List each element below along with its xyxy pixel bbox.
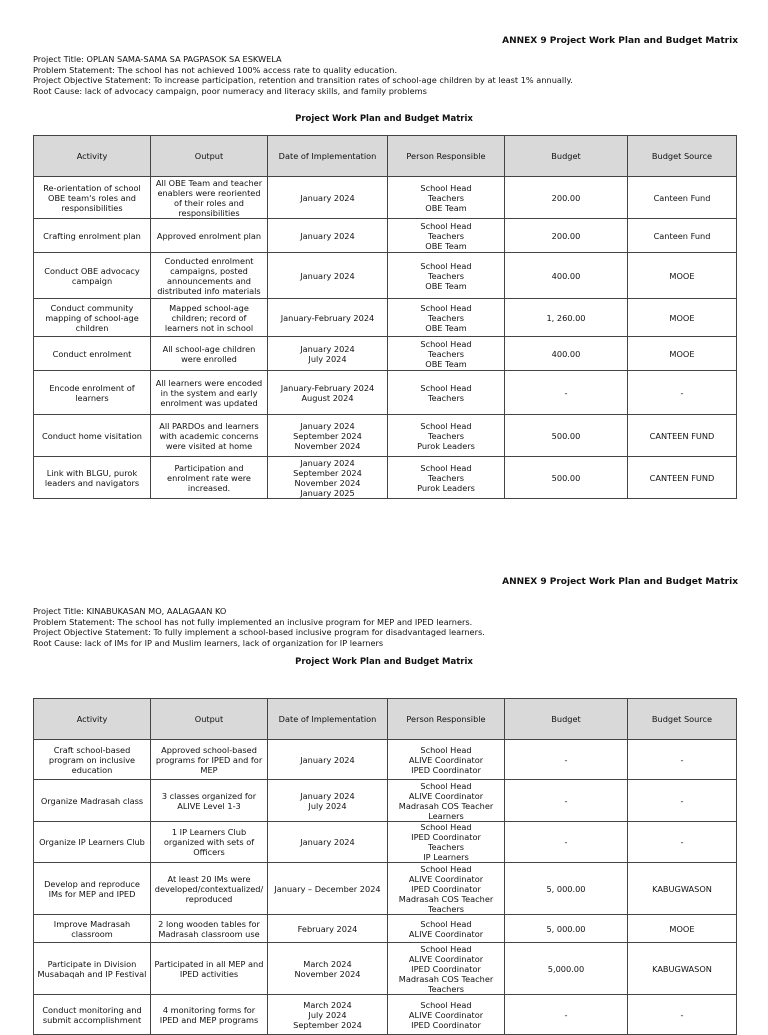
- output-cell: All learners were encoded in the system and early enrolment was updated: [151, 371, 268, 415]
- person-line: IPED Coordinator: [411, 963, 481, 974]
- table-row: [34, 780, 737, 822]
- output-cell: 1 IP Learners Club organized with sets of Officers: [151, 822, 268, 863]
- date-cell: [268, 337, 388, 371]
- budget-cell: 5,000.00: [505, 943, 628, 995]
- source-cell: KABUGWASON: [628, 943, 737, 995]
- table-row: [34, 995, 737, 1035]
- output-cell: All school-age children were enrolled: [151, 337, 268, 371]
- table-row: [34, 915, 737, 943]
- budget-cell: 400.00: [505, 253, 628, 299]
- person-line: School Head: [420, 999, 472, 1010]
- column-header: Person Responsible: [388, 136, 505, 177]
- activity-cell: Crafting enrolment plan: [34, 219, 151, 253]
- output-cell: At least 20 IMs were developed/contextualized/ reproduced: [151, 863, 268, 915]
- output-cell: Participated in all MEP and IPED activities: [151, 943, 268, 995]
- person-line: IPED Coordinator: [411, 832, 481, 842]
- person-line: School Head: [420, 382, 472, 393]
- person-line: IP Learners: [423, 852, 469, 862]
- activity-cell: Organize IP Learners Club: [34, 822, 151, 863]
- date-line: November 2024: [294, 440, 361, 451]
- date-line: January-February 2024: [280, 382, 375, 393]
- output-cell: All OBE Team and teacher enablers were reoriented of their roles and responsibilities: [151, 177, 268, 219]
- objective-statement: Project Objective Statement: To increase participation, retention and transition rates of school-age children by at least 1% annually.: [33, 75, 573, 85]
- persons-cell: [388, 299, 505, 337]
- activity-cell: Conduct enrolment: [34, 337, 151, 371]
- table-row: [34, 371, 737, 415]
- person-line: Madrasah COS Teacher: [398, 973, 494, 984]
- activity-cell: Re-orientation of school OBE team's roles and responsibilities: [34, 177, 151, 219]
- source-cell: MOOE: [628, 299, 737, 337]
- project-info: [33, 606, 485, 648]
- date-line: September 2024: [293, 467, 362, 478]
- person-line: School Head: [420, 780, 472, 791]
- date-cell: [268, 371, 388, 415]
- date-cell: [268, 299, 388, 337]
- date-line: July 2024: [308, 800, 347, 811]
- date-line: September 2024: [293, 1019, 362, 1030]
- date-cell: [268, 457, 388, 499]
- person-line: School Head: [420, 863, 472, 874]
- persons-cell: [388, 780, 505, 822]
- persons-cell: [388, 253, 505, 299]
- output-cell: Conducted enrolment campaigns, posted announcements and distributed info materials: [151, 253, 268, 299]
- source-cell: -: [628, 740, 737, 780]
- person-line: Teachers: [427, 270, 465, 281]
- persons-cell: [388, 219, 505, 253]
- table-row: [34, 219, 737, 253]
- person-line: ALIVE Coordinator: [408, 754, 484, 765]
- person-line: Madrasah COS Teacher: [398, 800, 494, 811]
- activity-cell: Improve Madrasah classroom: [34, 915, 151, 943]
- date-line: January 2024: [300, 790, 355, 801]
- person-line: ALIVE Coordinator: [408, 928, 484, 939]
- column-header: Activity: [34, 136, 151, 177]
- person-line: School Head: [420, 182, 472, 193]
- person-line: ALIVE Coordinator: [408, 873, 484, 884]
- budget-cell: -: [505, 780, 628, 822]
- activity-cell: Organize Madrasah class: [34, 780, 151, 822]
- project-title: Project Title: KINABUKASAN MO, AALAGAAN KO: [33, 606, 227, 616]
- date-line: February 2024: [297, 923, 358, 934]
- project-title: Project Title: OPLAN SAMA-SAMA SA PAGPASOK SA ESKWELA: [33, 54, 282, 64]
- person-line: Madrasah COS Teacher: [398, 893, 494, 904]
- persons-cell: [388, 415, 505, 457]
- problem-statement: Problem Statement: The school has not fully implemented an inclusive program for MEP and IPED learners.: [33, 616, 473, 627]
- person-line: School Head: [420, 822, 472, 832]
- persons-cell: [388, 863, 505, 915]
- budget-cell: -: [505, 740, 628, 780]
- person-line: OBE Team: [425, 280, 467, 291]
- output-cell: Approved school-based programs for IPED and for MEP: [151, 740, 268, 780]
- activity-cell: Conduct OBE advocacy campaign: [34, 253, 151, 299]
- person-line: Teachers: [427, 903, 465, 914]
- budget-cell: 5, 000.00: [505, 915, 628, 943]
- output-cell: 4 monitoring forms for IPED and MEP programs: [151, 995, 268, 1035]
- column-header: Date of Implementation: [268, 136, 388, 177]
- person-line: Teachers: [427, 842, 465, 852]
- person-line: ALIVE Coordinator: [408, 790, 484, 801]
- source-cell: MOOE: [628, 253, 737, 299]
- source-cell: CANTEEN FUND: [628, 415, 737, 457]
- work-plan-table: [33, 135, 737, 499]
- person-line: Learners: [428, 810, 464, 821]
- activity-cell: Conduct community mapping of school-age children: [34, 299, 151, 337]
- person-line: Teachers: [427, 230, 465, 241]
- activity-cell: Develop and reproduce IMs for MEP and IPED: [34, 863, 151, 915]
- date-line: January 2024: [300, 457, 355, 468]
- person-line: OBE Team: [425, 202, 467, 213]
- date-line: January-February 2024: [280, 312, 375, 323]
- source-cell: -: [628, 822, 737, 863]
- person-line: Teachers: [427, 472, 465, 483]
- person-line: School Head: [420, 462, 472, 473]
- person-line: OBE Team: [425, 322, 467, 333]
- activity-cell: Link with BLGU, purok leaders and navigators: [34, 457, 151, 499]
- table-row: [34, 822, 737, 863]
- person-line: Teachers: [427, 312, 465, 323]
- column-header: Budget: [505, 136, 628, 177]
- output-cell: Mapped school-age children; record of learners not in school: [151, 299, 268, 337]
- person-line: School Head: [420, 943, 472, 954]
- person-line: School Head: [420, 260, 472, 271]
- person-line: Purok Leaders: [417, 482, 475, 493]
- table-row: [34, 253, 737, 299]
- date-cell: [268, 780, 388, 822]
- annex-label: ANNEX 9 Project Work Plan and Budget Matrix: [502, 577, 738, 587]
- date-cell: [268, 943, 388, 995]
- source-cell: CANTEEN FUND: [628, 457, 737, 499]
- budget-cell: 200.00: [505, 177, 628, 219]
- person-line: School Head: [420, 338, 472, 349]
- output-cell: 3 classes organized for ALIVE Level 1-3: [151, 780, 268, 822]
- date-line: January 2024: [300, 343, 355, 354]
- person-line: OBE Team: [425, 240, 467, 251]
- date-cell: [268, 177, 388, 219]
- table-row: [34, 299, 737, 337]
- output-cell: All PARDOs and learners with academic concerns were visited at home: [151, 415, 268, 457]
- person-line: Purok Leaders: [417, 440, 475, 451]
- header-row: [34, 136, 737, 177]
- source-cell: MOOE: [628, 337, 737, 371]
- date-line: January 2024: [300, 754, 355, 765]
- budget-cell: 1, 260.00: [505, 299, 628, 337]
- output-cell: Approved enrolment plan: [151, 219, 268, 253]
- person-line: School Head: [420, 420, 472, 431]
- budget-cell: -: [505, 995, 628, 1035]
- persons-cell: [388, 177, 505, 219]
- person-line: ALIVE Coordinator: [408, 953, 484, 964]
- person-line: Teachers: [427, 392, 465, 403]
- column-header: Budget Source: [628, 136, 737, 177]
- person-line: School Head: [420, 744, 472, 755]
- activity-cell: Craft school-based program on inclusive education: [34, 740, 151, 780]
- source-cell: -: [628, 780, 737, 822]
- person-line: School Head: [420, 220, 472, 231]
- date-cell: [268, 995, 388, 1035]
- table-row: [34, 943, 737, 995]
- date-line: January 2024: [300, 837, 355, 847]
- source-cell: MOOE: [628, 915, 737, 943]
- table-row: [34, 457, 737, 499]
- date-line: November 2024: [294, 477, 361, 488]
- date-cell: [268, 863, 388, 915]
- root-cause: Root Cause: lack of IMs for IP and Muslim learners, lack of organization for IP learners: [33, 637, 384, 648]
- budget-cell: 200.00: [505, 219, 628, 253]
- objective-statement: Project Objective Statement: To fully implement a school-based inclusive program for disadvantaged learners.: [33, 627, 485, 637]
- budget-cell: -: [505, 822, 628, 863]
- date-cell: [268, 415, 388, 457]
- budget-cell: 5, 000.00: [505, 863, 628, 915]
- matrix-title: Project Work Plan and Budget Matrix: [295, 657, 473, 667]
- person-line: OBE Team: [425, 358, 467, 369]
- table-row: [34, 177, 737, 219]
- budget-cell: -: [505, 371, 628, 415]
- date-line: July 2024: [308, 1009, 347, 1020]
- date-cell: [268, 740, 388, 780]
- header-row: [34, 699, 737, 740]
- date-line: March 2024: [303, 958, 352, 969]
- budget-cell: 500.00: [505, 415, 628, 457]
- source-cell: KABUGWASON: [628, 863, 737, 915]
- work-plan-table: [33, 698, 737, 1035]
- date-line: January 2024: [300, 270, 355, 281]
- person-line: School Head: [420, 918, 472, 929]
- source-cell: Canteen Fund: [628, 219, 737, 253]
- output-cell: Participation and enrolment rate were increased.: [151, 457, 268, 499]
- date-line: September 2024: [293, 430, 362, 441]
- root-cause: Root Cause: lack of advocacy campaign, poor numeracy and literacy skills, and family problems: [33, 85, 427, 96]
- date-line: January 2025: [300, 487, 355, 498]
- persons-cell: [388, 915, 505, 943]
- date-cell: [268, 915, 388, 943]
- source-cell: Canteen Fund: [628, 177, 737, 219]
- date-line: March 2024: [303, 999, 352, 1010]
- table-row: [34, 415, 737, 457]
- person-line: School Head: [420, 302, 472, 313]
- person-line: ALIVE Coordinator: [408, 1009, 484, 1020]
- column-header: Output: [151, 699, 268, 740]
- persons-cell: [388, 740, 505, 780]
- date-line: August 2024: [301, 392, 354, 403]
- date-line: January 2024: [300, 420, 355, 431]
- person-line: IPED Coordinator: [411, 764, 481, 775]
- person-line: Teachers: [427, 348, 465, 359]
- person-line: Teachers: [427, 430, 465, 441]
- persons-cell: [388, 457, 505, 499]
- date-line: July 2024: [308, 353, 347, 364]
- persons-cell: [388, 371, 505, 415]
- persons-cell: [388, 943, 505, 995]
- problem-statement: Problem Statement: The school has not achieved 100% access rate to quality education.: [33, 64, 398, 75]
- column-header: Output: [151, 136, 268, 177]
- person-line: Teachers: [427, 192, 465, 203]
- column-header: Budget Source: [628, 699, 737, 740]
- persons-cell: [388, 337, 505, 371]
- project-info: [33, 54, 573, 96]
- column-header: Activity: [34, 699, 151, 740]
- date-line: January 2024: [300, 230, 355, 241]
- person-line: Teachers: [427, 983, 465, 994]
- date-cell: [268, 253, 388, 299]
- activity-cell: Participate in Division Musabaqah and IP Festival: [34, 943, 151, 995]
- source-cell: -: [628, 995, 737, 1035]
- person-line: IPED Coordinator: [411, 1019, 481, 1030]
- output-cell: 2 long wooden tables for Madrasah classroom use: [151, 915, 268, 943]
- date-line: January – December 2024: [274, 883, 381, 894]
- activity-cell: Encode enrolment of learners: [34, 371, 151, 415]
- column-header: Budget: [505, 699, 628, 740]
- matrix-title: Project Work Plan and Budget Matrix: [295, 114, 473, 124]
- table-row: [34, 337, 737, 371]
- date-line: November 2024: [294, 968, 361, 979]
- table-row: [34, 863, 737, 915]
- activity-cell: Conduct home visitation: [34, 415, 151, 457]
- date-cell: [268, 219, 388, 253]
- person-line: IPED Coordinator: [411, 883, 481, 894]
- budget-cell: 400.00: [505, 337, 628, 371]
- budget-cell: 500.00: [505, 457, 628, 499]
- persons-cell: [388, 822, 505, 863]
- activity-cell: Conduct monitoring and submit accomplishment: [34, 995, 151, 1035]
- date-cell: [268, 822, 388, 863]
- date-line: January 2024: [300, 192, 355, 203]
- column-header: Person Responsible: [388, 699, 505, 740]
- table-row: [34, 740, 737, 780]
- annex-label: ANNEX 9 Project Work Plan and Budget Matrix: [502, 36, 738, 46]
- source-cell: -: [628, 371, 737, 415]
- column-header: Date of Implementation: [268, 699, 388, 740]
- persons-cell: [388, 995, 505, 1035]
